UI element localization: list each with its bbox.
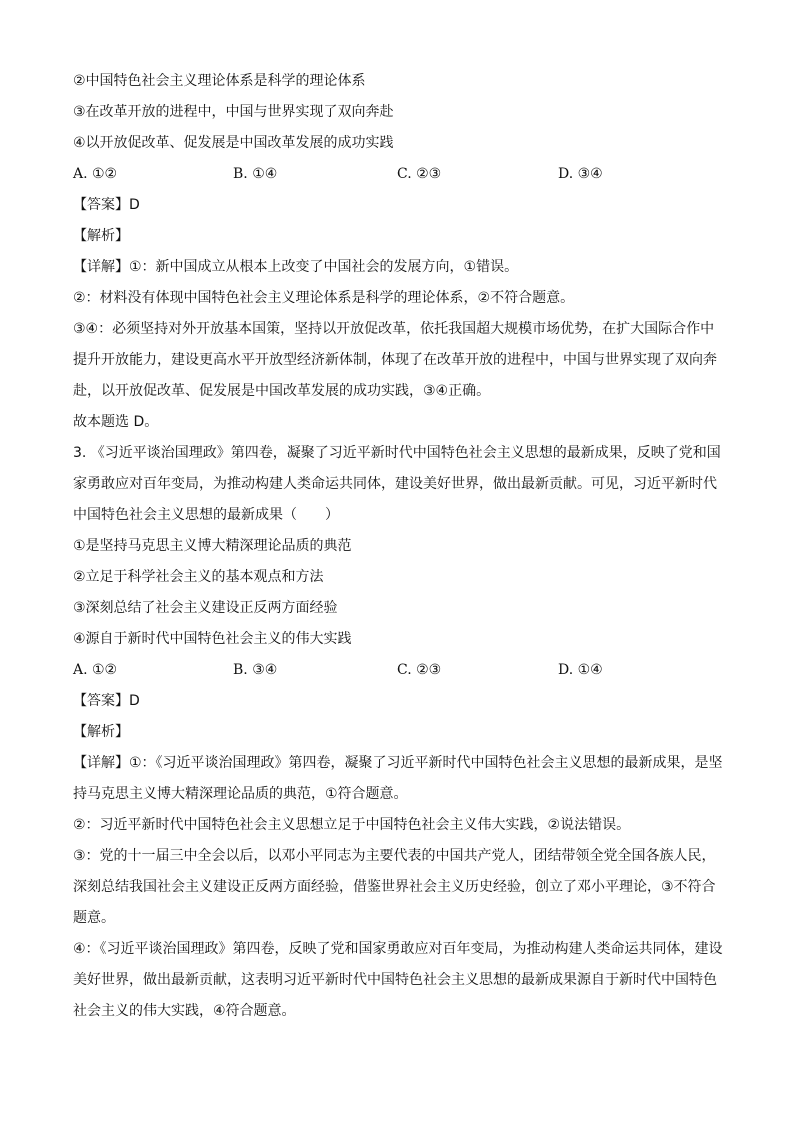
q3-stem: 3. 《习近平谈治国理政》第四卷，凝聚了习近平新时代中国特色社会主义思想的最新成果，反映了党和国家勇敢应对百年变局，为推动构建人类命运共同体，建设美好世界，做出最新贡献。可见，习近平新时代中国特色社会主义思想的最新成果（ ） [73, 445, 721, 523]
q3-option-d: D. ①④ [558, 662, 603, 678]
q3-option-c: C. ②③ [397, 662, 442, 678]
q3-answer: 【答案】D [73, 693, 140, 709]
q3-detail-1: 【详解】①：《习近平谈治国理政》第四卷，凝聚了习近平新时代中国特色社会主义思想的最新成果，是坚持马克思主义博大精深理论品质的典范，①符合题意。 [73, 755, 723, 802]
q2-statement-2: ②中国特色社会主义理论体系是科学的理论体系 [73, 73, 366, 89]
q2-options [73, 159, 723, 190]
q3-statement-2: ②立足于科学社会主义的基本观点和方法 [73, 569, 324, 585]
q2-statement-4: ④以开放促改革、促发展是中国改革发展的成功实践 [73, 135, 394, 151]
q2-detail-2: ②：材料没有体现中国特色社会主义理论体系是科学的理论体系，②不符合题意。 [73, 290, 575, 306]
q3-analysis-label: 【解析】 [73, 724, 129, 740]
q3-detail-2: ②：习近平新时代中国特色社会主义思想立足于中国特色社会主义伟大实践，②说法错误。 [73, 817, 631, 833]
q3-statement-1: ①是坚持马克思主义博大精深理论品质的典范 [73, 538, 352, 554]
document-page [73, 66, 723, 1027]
q2-detail-3: ③④：必须坚持对外开放基本国策，坚持以开放促改革，依托我国超大规模市场优势，在扩大国际合作中提升开放能力，建设更高水平开放型经济新体制，体现了在改革开放的进程中，中国与世界实现了双向奔赴，以开放促改革、促发展是中国改革发展的成功实践，③④正确。 [73, 321, 717, 399]
q2-detail-1: 【详解】①：新中国成立从根本上改变了中国社会的发展方向，①错误。 [73, 259, 519, 275]
q3-option-a: A. ①② [73, 662, 118, 678]
q3-option-b: B. ③④ [233, 662, 278, 678]
q2-option-c: C. ②③ [397, 166, 442, 182]
q2-option-a: A. ①② [73, 166, 118, 182]
q2-statement-3: ③在改革开放的进程中，中国与世界实现了双向奔赴 [73, 104, 394, 120]
q3-statement-3: ③深刻总结了社会主义建设正反两方面经验 [73, 600, 338, 616]
q2-answer: 【答案】D [73, 197, 140, 213]
q3-statement-4: ④源自于新时代中国特色社会主义的伟大实践 [73, 631, 352, 647]
q2-option-b: B. ①④ [233, 166, 278, 182]
q3-detail-4: ④：《习近平谈治国理政》第四卷，反映了党和国家勇敢应对百年变局，为推动构建人类命运共同体，建设美好世界，做出最新贡献，这表明习近平新时代中国特色社会主义思想的最新成果源自于新时代中国特色社会主义的伟大实践，④符合题意。 [73, 941, 723, 1019]
q3-options [73, 655, 723, 686]
q2-option-d: D. ③④ [558, 166, 603, 182]
q2-conclusion: 故本题选 D。 [73, 414, 159, 430]
q3-detail-3: ③：党的十一届三中全会以后，以邓小平同志为主要代表的中国共产党人，团结带领全党全国各族人民，深刻总结我国社会主义建设正反两方面经验，借鉴世界社会主义历史经验，创立了邓小平理论，③不符合题意。 [73, 848, 716, 926]
q2-analysis-label: 【解析】 [73, 228, 129, 244]
